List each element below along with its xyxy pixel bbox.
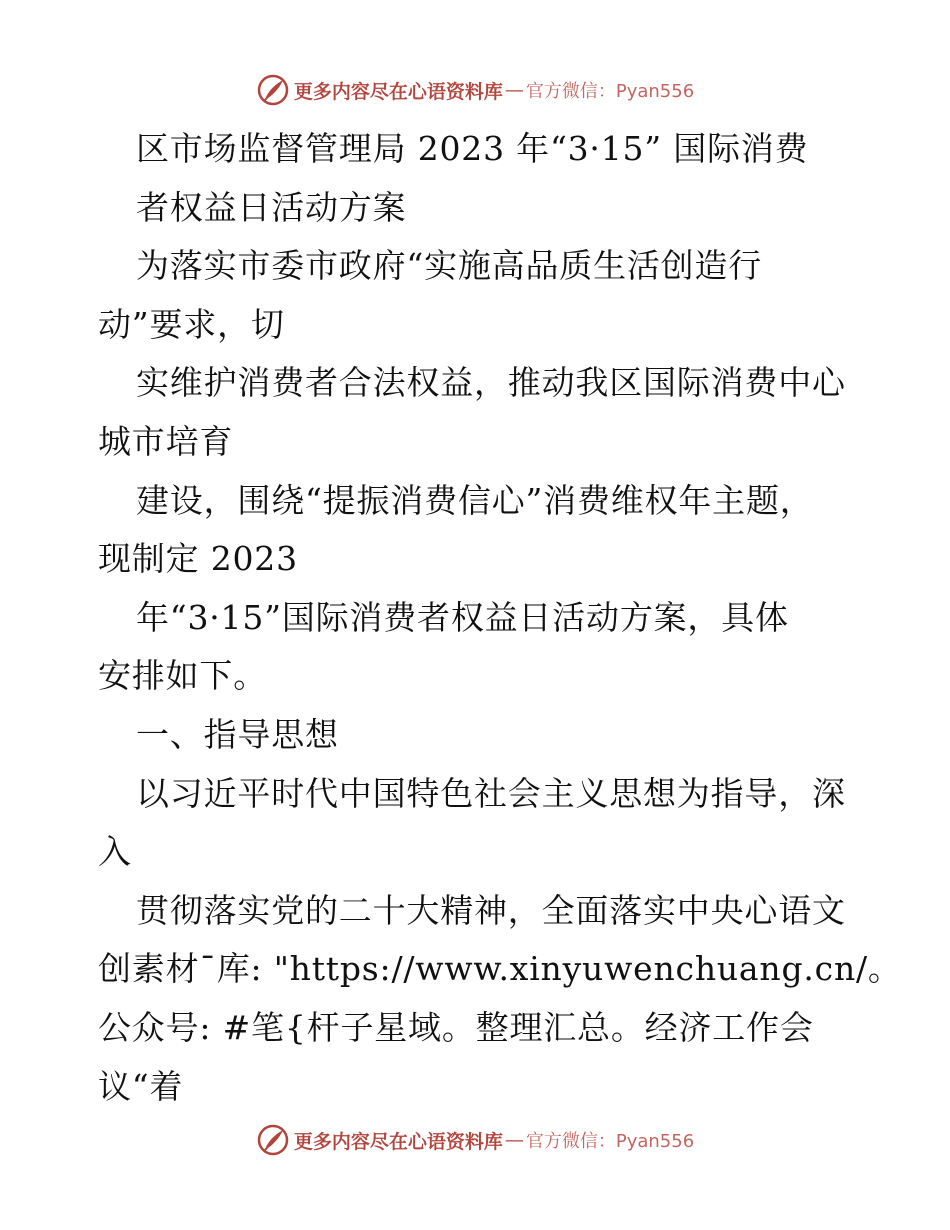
line-5: 实维护消费者合法权益，推动我区国际消费中心	[136, 363, 846, 403]
watermark-text: 更多内容尽在心语资料库	[293, 1130, 503, 1153]
line-11: 一、指导思想	[136, 714, 339, 754]
line-9: 年“3·15”国际消费者权益日活动方案，具体	[136, 597, 789, 637]
line-17: 议“着	[98, 1066, 184, 1106]
line-8: 现制定 2023	[98, 539, 298, 579]
footer-watermark	[0, 1120, 950, 1160]
line-14: 贯彻落实党的二十大精神，全面落实中央心语文	[136, 890, 846, 930]
header-watermark	[0, 70, 950, 110]
watermark-text: 更多内容尽在心语资料库	[293, 80, 503, 103]
line-2: 者权益日活动方案	[136, 187, 407, 227]
line-1: 区市场监督管理局 2023 年“3·15” 国际消费	[136, 129, 809, 168]
line-12: 以习近平时代中国特色社会主义思想为指导，深	[136, 773, 846, 813]
watermark-contact: 官方微信：Pyan556	[525, 81, 695, 102]
watermark-contact: 官方微信：Pyan556	[525, 1131, 695, 1152]
line-16: 公众号: #笔{杆子星域。整理汇总。经济工作会	[98, 1007, 814, 1047]
line-4: 动”要求，切	[98, 304, 285, 344]
watermark-dash: —	[504, 1129, 524, 1151]
feather-seal-logo-icon	[256, 1123, 290, 1157]
document-body	[98, 120, 918, 1116]
line-6: 城市培育	[98, 421, 234, 461]
line-10: 安排如下。	[98, 656, 267, 696]
line-13: 入	[98, 832, 132, 872]
line-15: 创素材¯库: "https://www.xinyuwenchuang.cn/。	[98, 949, 902, 989]
watermark-dash: —	[504, 79, 524, 101]
line-3: 为落实市委市政府“实施高品质生活创造行	[136, 246, 763, 286]
feather-seal-logo-icon	[256, 73, 290, 107]
line-7: 建设，围绕“提振消费信心”消费维权年主题，	[136, 480, 814, 520]
